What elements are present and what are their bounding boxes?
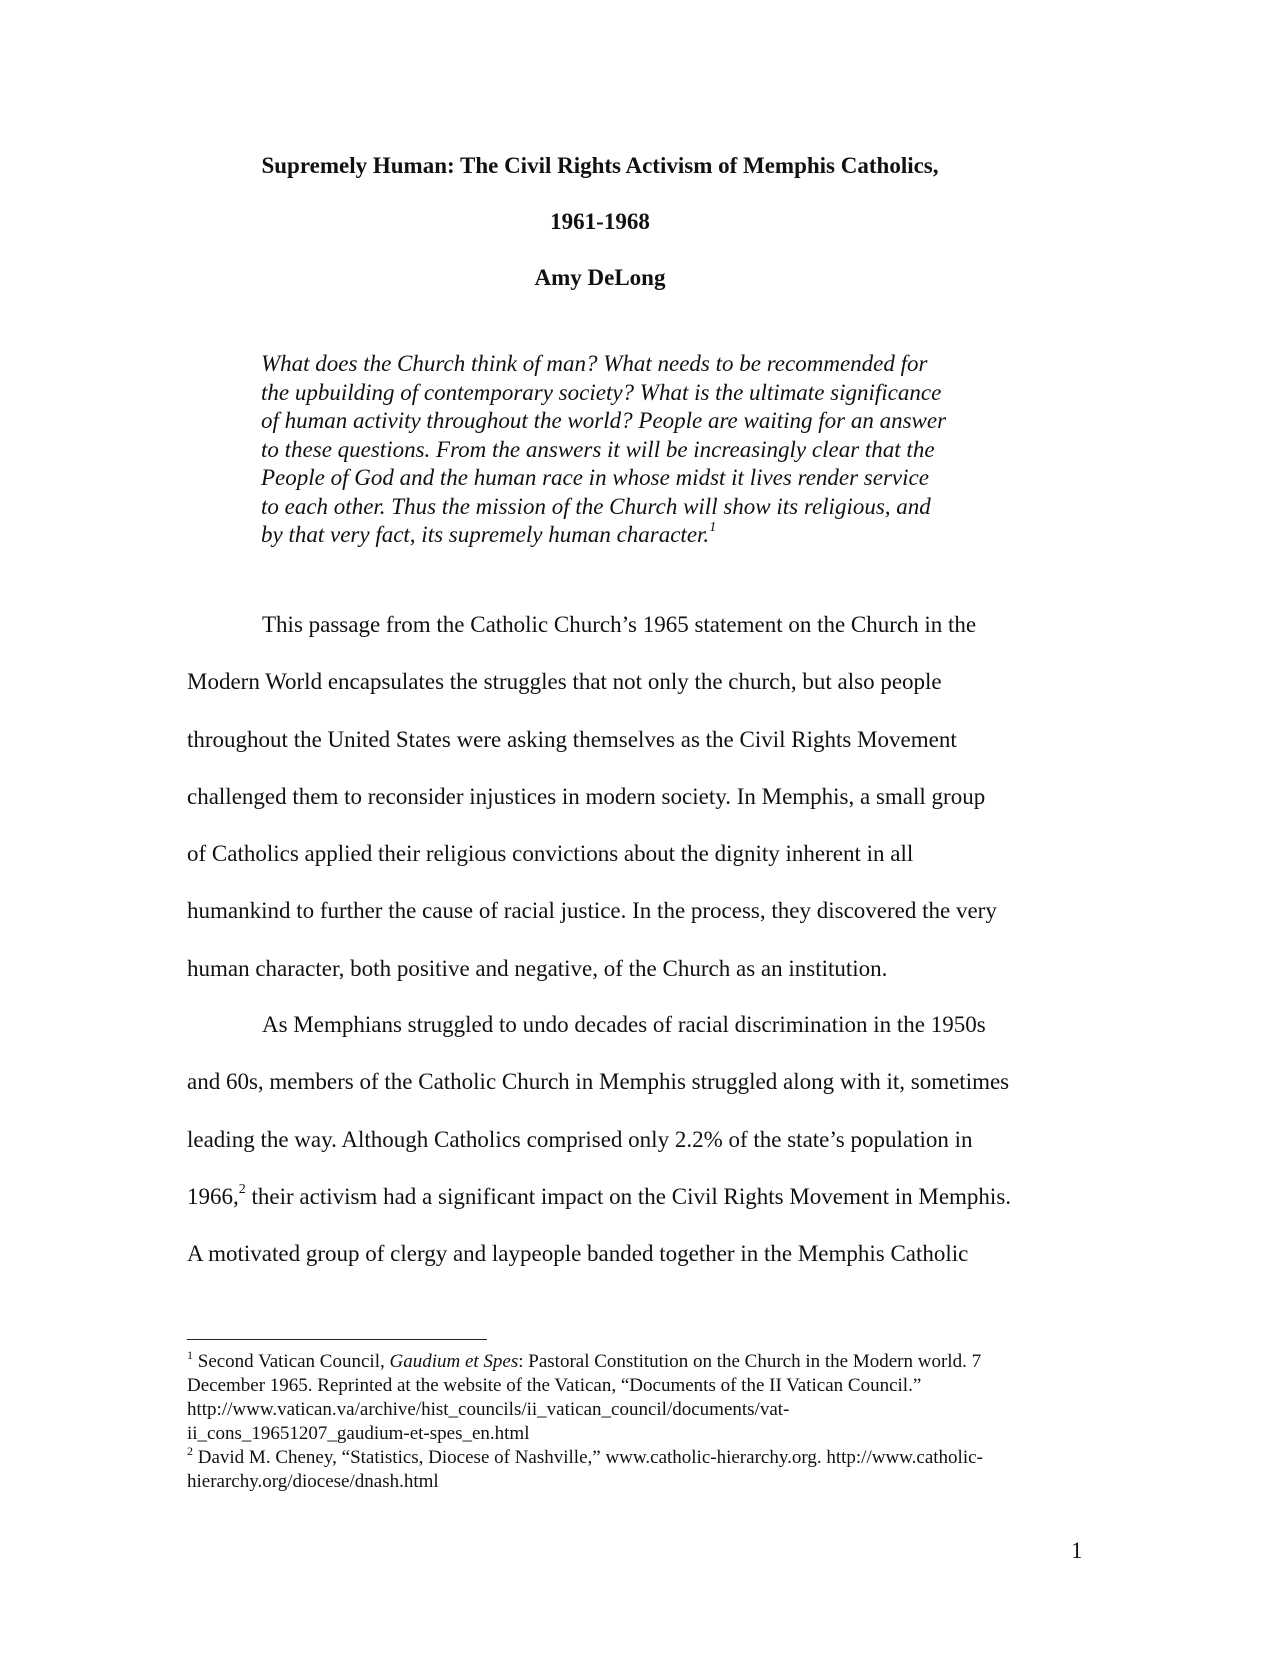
body-text-fragment: their activism had a significant impact on the Civil Rights Movement in Memphis. bbox=[245, 1183, 1012, 1209]
footnote-mark-2: 2 bbox=[187, 1443, 193, 1458]
page-number: 1 bbox=[1071, 1538, 1083, 1563]
epigraph-line: of human activity throughout the world? People are waiting for an answer bbox=[261, 408, 947, 433]
epigraph-line: the upbuilding of contemporary society? What is the ultimate significance bbox=[261, 379, 942, 405]
footnote-2-url-cont[interactable]: hierarchy.org/diocese/dnash.html bbox=[187, 1471, 439, 1492]
body-line: As Memphians struggled to undo decades of racial discrimination in the 1950s bbox=[262, 1012, 986, 1037]
footnote-text: : Pastoral Constitution on the Church in the Modern world. 7 bbox=[518, 1351, 982, 1372]
epigraph-quote bbox=[261, 350, 1021, 550]
body-line: challenged them to reconsider injustices in modern society. In Memphis, a small group bbox=[187, 783, 986, 809]
footnote-separator bbox=[187, 1339, 487, 1340]
epigraph-line bbox=[261, 521, 1021, 550]
footnote-reference-1[interactable]: 1 bbox=[709, 520, 717, 536]
paper-title: Supremely Human: The Civil Rights Activism of Memphis Catholics, bbox=[261, 153, 939, 178]
footnotes-section bbox=[187, 1347, 1087, 1494]
epigraph-line: to these questions. From the answers it will be increasingly clear that the bbox=[261, 436, 935, 462]
epigraph-line: What does the Church think of man? What needs to be recommended for bbox=[261, 351, 928, 376]
epigraph-last-text: by that very fact, its supremely human character. bbox=[261, 522, 710, 547]
body-text-fragment: 1966, bbox=[187, 1183, 239, 1209]
footnote-1 bbox=[187, 1347, 1087, 1374]
paper-title-years: 1961-1968 bbox=[550, 209, 650, 234]
body-line: human character, both positive and negative, of the Church as an institution. bbox=[187, 955, 888, 981]
footnote-text: David M. Cheney, “Statistics, Diocese of Nashville,” www.catholic-hierarchy.org. http://www.catholic- bbox=[193, 1447, 983, 1468]
body-line: Modern World encapsulates the struggles that not only the church, but also people bbox=[187, 669, 942, 695]
footnote-italic-title: Gaudium et Spes bbox=[389, 1351, 519, 1372]
footnote-1-line-2: December 1965. Reprinted at the website of the Vatican, “Documents of the II Vatican Council.” bbox=[187, 1375, 922, 1396]
footnote-1-url-cont[interactable]: ii_cons_19651207_gaudium-et-spes_en.html bbox=[187, 1423, 530, 1444]
body-line: This passage from the Catholic Church’s 1965 statement on the Church in the bbox=[262, 612, 977, 637]
footnote-2 bbox=[187, 1443, 1087, 1470]
paper-author: Amy DeLong bbox=[534, 265, 666, 290]
epigraph-line: People of God and the human race in whose midst it lives render service bbox=[261, 465, 929, 490]
body-line: humankind to further the cause of racial justice. In the process, they discovered the very bbox=[187, 898, 997, 924]
body-line: A motivated group of clergy and laypeople banded together in the Memphis Catholic bbox=[187, 1241, 969, 1267]
body-paragraph-2 bbox=[187, 996, 1087, 1282]
body-line: leading the way. Although Catholics comprised only 2.2% of the state’s population in bbox=[187, 1126, 973, 1152]
body-line bbox=[187, 1168, 1087, 1225]
body-line: of Catholics applied their religious convictions about the dignity inherent in all bbox=[187, 841, 914, 867]
footnote-mark-1: 1 bbox=[187, 1347, 193, 1362]
footnote-1-url[interactable]: http://www.vatican.va/archive/hist_councils/ii_vatican_council/documents/vat- bbox=[187, 1399, 790, 1420]
body-paragraph-1 bbox=[187, 596, 1087, 997]
body-line: throughout the United States were asking themselves as the Civil Rights Movement bbox=[187, 726, 957, 752]
epigraph-line: to each other. Thus the mission of the Church will show its religious, and bbox=[261, 493, 931, 519]
body-line: and 60s, members of the Catholic Church in Memphis struggled along with it, sometimes bbox=[187, 1069, 1010, 1095]
footnote-reference-2[interactable]: 2 bbox=[238, 1182, 246, 1198]
footnote-text: Second Vatican Council, bbox=[193, 1351, 390, 1372]
